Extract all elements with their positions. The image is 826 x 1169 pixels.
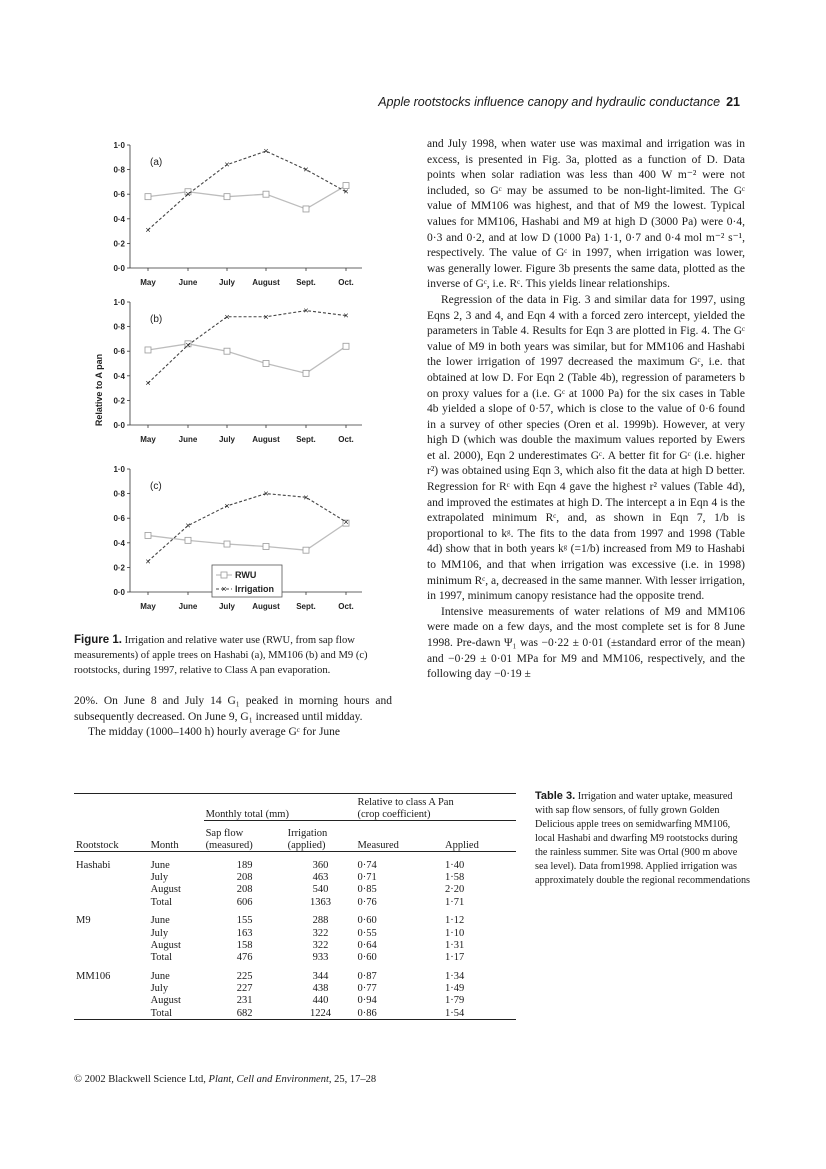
cell-month: August	[150, 995, 181, 1007]
x-tick-label: Sept.	[296, 278, 316, 287]
cell-measured: 0·71	[357, 871, 377, 883]
table-row	[74, 926, 516, 938]
rwu-point	[145, 194, 151, 200]
irrigation-point: ×	[224, 500, 230, 511]
cell-measured: 0·85	[357, 884, 377, 896]
y-tick-label: 1·0	[113, 298, 125, 307]
x-tick-label: June	[178, 602, 198, 611]
irrigation-point: ×	[185, 189, 191, 200]
series-rwu-line	[148, 344, 346, 374]
panel-label: (c)	[150, 481, 162, 492]
cell-applied: 1·34	[445, 970, 465, 982]
cell-sap-flow: 163	[236, 927, 253, 939]
cell-rootstock	[74, 951, 149, 963]
irrigation-point: ×	[303, 305, 309, 316]
running-header	[378, 95, 740, 109]
table-row	[74, 1006, 516, 1019]
cell-sap-flow: 208	[236, 884, 253, 896]
cell-measured: 0·77	[357, 983, 377, 995]
footer-volume: , 25, 17–28	[328, 1074, 377, 1085]
rwu-point	[303, 206, 309, 212]
cell-applied: 1·10	[445, 927, 465, 939]
irrigation-point: ×	[263, 311, 269, 322]
cell-sap-flow: 606	[236, 896, 253, 908]
series-irrigation-line	[148, 494, 349, 562]
table-header-relative-2: (crop coefficient)	[355, 808, 516, 821]
x-tick-label: June	[178, 278, 198, 287]
table-row	[74, 908, 516, 926]
y-tick-label: 0·8	[113, 322, 125, 332]
x-tick-label: July	[218, 278, 236, 287]
x-tick-label: August	[252, 278, 280, 287]
cell-month: Total	[150, 952, 173, 964]
paragraph: 20%. On June 8 and July 14 G₁ peaked in morning hours and subsequently decreased. On June 9, G₁ increased until midday.	[74, 695, 392, 723]
rwu-point	[185, 537, 191, 543]
y-tick-label: 0·0	[113, 264, 125, 273]
x-tick-label: June	[178, 435, 198, 444]
cell-rootstock	[74, 871, 149, 883]
cell-irrigation: 440	[312, 995, 329, 1007]
rwu-point	[145, 347, 151, 353]
cell-month: July	[150, 871, 169, 883]
y-tick-label: 0·2	[113, 239, 125, 249]
irrigation-point: ×	[263, 146, 269, 157]
cell-irrigation: 360	[312, 859, 329, 871]
cell-applied: 1·71	[445, 896, 465, 908]
page-number: 21	[726, 95, 740, 109]
table-row	[74, 982, 516, 994]
irrigation-point: ×	[145, 556, 151, 567]
legend-rwu-marker	[221, 572, 227, 578]
y-tick-label: 0·6	[113, 190, 125, 200]
irrigation-point: ×	[303, 492, 309, 503]
legend-irrigation-marker: ×	[221, 584, 227, 594]
cell-measured: 0·94	[357, 995, 377, 1007]
table-row	[74, 963, 516, 981]
cell-applied: 1·58	[445, 871, 465, 883]
rwu-point	[303, 370, 309, 376]
cell-rootstock	[74, 926, 149, 938]
irrigation-point: ×	[185, 520, 191, 531]
y-tick-label: 0·4	[113, 214, 125, 224]
cell-month: June	[150, 859, 170, 871]
irrigation-point: ×	[224, 159, 230, 170]
rwu-point	[224, 541, 230, 547]
rwu-point	[343, 343, 349, 349]
table-header-relative-1: Relative to class A Pan	[355, 794, 516, 809]
legend-irrigation-label: Irrigation	[235, 584, 275, 594]
cell-irrigation: 540	[312, 884, 329, 896]
cell-sap-flow: 189	[236, 859, 253, 871]
cell-month: June	[150, 970, 170, 982]
irrigation-point: ×	[343, 186, 349, 197]
cell-rootstock: MM106	[76, 970, 111, 982]
cell-applied: 1·49	[445, 983, 465, 995]
series-rwu-line	[148, 520, 346, 550]
figure-ylabel: Relative to A pan	[94, 353, 104, 427]
table-row	[74, 883, 516, 895]
series-rwu-line	[148, 186, 349, 209]
table-header-sap-1: Sap flow	[205, 827, 244, 839]
cell-irrigation: 1363	[310, 896, 332, 908]
cell-sap-flow: 225	[236, 970, 253, 982]
irrigation-point: ×	[343, 516, 349, 527]
table-body	[74, 852, 516, 1020]
cell-rootstock: Hashabi	[76, 859, 111, 871]
legend-rwu-label: RWU	[235, 570, 257, 580]
table-row	[74, 852, 516, 871]
x-tick-label: July	[218, 602, 236, 611]
table-header-irr-2: (applied)	[286, 839, 356, 852]
rwu-point	[263, 361, 269, 367]
irrigation-point: ×	[263, 488, 269, 499]
page-footer	[74, 1074, 376, 1085]
cell-measured: 0·55	[357, 927, 377, 939]
left-column-text	[74, 694, 392, 741]
cell-rootstock	[74, 895, 149, 907]
cell-month: June	[150, 915, 170, 927]
table-header-irr-1: Irrigation	[287, 827, 328, 839]
y-tick-label: 0·4	[113, 538, 125, 548]
y-tick-label: 0·0	[113, 421, 125, 430]
paragraph: and July 1998, when water use was maximal and irrigation was in excess, is presented in Fig. 3a, plotted as a function of D. Data points when solar radiation was less than 400 W m⁻² were not included, so Gᶜ may be assumed to be non-light-limited. The Gᶜ value of MM106 was highest, and that of M9 the lowest. Typical values for MM106, Hashabi and M9 at high D (3000 Pa) were 0·4, 0·3 and 0·2, and at low D (1000 Pa) 1·1, 0·7 and 0·4 mol m⁻² s⁻¹, respectively. The value of Gᶜ in 1997, when irrigation was lower, was generally lower. Figure 3b presents the same data, plotted as the inverse of Gᶜ, i.e. Rᶜ. This yields linear relationships.	[427, 138, 745, 291]
irrigation-point: ×	[224, 311, 230, 322]
y-tick-label: 0·4	[113, 371, 125, 381]
cell-month: Total	[150, 896, 173, 908]
cell-applied: 2·20	[445, 884, 465, 896]
cell-rootstock: M9	[76, 915, 91, 927]
cell-rootstock	[74, 883, 149, 895]
y-tick-label: 0·2	[113, 563, 125, 573]
table-caption-text: Irrigation and water uptake, measured with sap flow sensors, of fully grown Golden Delicious apple trees on semidwarfing MM106, local Hashabi and dwarfing M9 rootstocks during the rainless summer. Site was Ortal (900 m above sea level). Data from1998. Applied irrigation was approximately double the regional recommendations	[535, 791, 751, 886]
panel-label: (a)	[150, 157, 163, 168]
x-tick-label: Oct.	[338, 435, 354, 444]
table-row	[74, 939, 516, 951]
cell-irrigation: 463	[312, 871, 329, 883]
cell-measured: 0·74	[357, 859, 377, 871]
cell-rootstock	[74, 982, 149, 994]
table-header-measured: Measured	[355, 839, 443, 852]
table-row	[74, 871, 516, 883]
table-row	[74, 951, 516, 963]
x-tick-label: Sept.	[296, 602, 316, 611]
figure-caption-text: Irrigation and relative water use (RWU, from sap flow measurements) of apple trees on Hashabi (a), MM106 (b) and M9 (c) rootstocks, during 1997, relative to Class A pan evaporation.	[74, 635, 368, 676]
cell-sap-flow: 231	[236, 995, 253, 1007]
table-caption-label: Table 3.	[535, 790, 576, 802]
paragraph: Intensive measurements of water relations of M9 and MM106 were made on a few days, and the most complete set is for 8 June 1998. Pre-dawn Ψ₁ was −0·22 ± 0·01 (±standard error of the mean) and −0·29 ± 0·01 MPa for M9 and MM106, respectively, and the following day −0·19 ±	[427, 605, 745, 681]
y-tick-label: 1·0	[113, 141, 125, 150]
panel-label: (b)	[150, 314, 163, 325]
x-tick-label: May	[140, 602, 156, 611]
footer-copyright: © 2002 Blackwell Science Ltd,	[74, 1074, 206, 1085]
rwu-point	[263, 543, 269, 549]
cell-measured: 0·64	[357, 939, 377, 951]
y-tick-label: 0·2	[113, 396, 125, 406]
x-tick-label: August	[252, 602, 280, 611]
series-irrigation-line	[148, 151, 349, 230]
cell-rootstock	[74, 939, 149, 951]
figure-caption	[74, 633, 392, 678]
cell-rootstock	[74, 1006, 149, 1019]
rwu-point	[224, 348, 230, 354]
x-tick-label: Sept.	[296, 435, 316, 444]
cell-sap-flow: 208	[236, 871, 253, 883]
cell-month: July	[150, 983, 169, 995]
rwu-point	[224, 194, 230, 200]
cell-measured: 0·60	[357, 915, 377, 927]
cell-month: August	[150, 939, 181, 951]
y-tick-label: 0·6	[113, 514, 125, 524]
x-tick-label: August	[252, 435, 280, 444]
panel-b	[113, 298, 362, 444]
paragraph: Regression of the data in Fig. 3 and similar data for 1997, using Eqns 2, 3 and 4, and Eqn 4 with a forced zero intercept, yielded the parameters in Table 4. Results for Eqn 3 are plotted in Fig. 4. The Gᶜ value of M9 in both years was similar, but for MM106 and Hashabi the lower irrigation of 1997 decreased the maximum Gᶜ, i.e. that obtained at low D. For Eqn 2 (Table 4b), regression of parameters b on proxy values for a (i.e. Gᶜ at 1000 Pa) for the six cases in Table 4b yielded a slope of 0·57, which is close to the value of 0·6 found in a survey of other species (Oren et al. 1999b). However, at very high D (which was double the maximum values reported by Ewers et al. 2000), Eqn 2 underestimates Gᶜ. A better fit for Gᶜ (i.e. higher r²) was obtained using Eqn 3, which also fit the data at high D better. Regression for Rᶜ with Eqn 4 gave the highest r² values (Table 4d), and improved the estimates at high D. The intercept a in Eqn 4 is the extrapolated minimum Rᶜ, and, as shown in Eqn 7, 1/b is proportional to kᵍ. The fits to the data from 1997 and 1998 (Table 4d) show that in both years kᵍ (=1/b) increased from M9 to Hashabi to MM106, and that when irrigation was excessive (i.e. in 1998) minimum Rᶜ, a, decreased in the same manner. With lesser irrigation, in 1997, minimum canopy resistance had the opposite trend.	[427, 293, 745, 603]
x-tick-label: Oct.	[338, 602, 354, 611]
cell-applied: 1·17	[445, 952, 465, 964]
legend	[212, 565, 282, 597]
cell-sap-flow: 155	[236, 915, 253, 927]
cell-irrigation: 288	[312, 915, 329, 927]
table-row	[74, 895, 516, 907]
table-3-caption	[535, 789, 750, 888]
cell-applied: 1·40	[445, 859, 465, 871]
rwu-point	[303, 547, 309, 553]
table-3	[74, 793, 516, 1021]
cell-irrigation: 1224	[310, 1007, 332, 1019]
cell-irrigation: 322	[312, 939, 329, 951]
y-tick-label: 0·8	[113, 165, 125, 175]
irrigation-point: ×	[145, 378, 151, 389]
footer-journal: Plant, Cell and Environment	[208, 1074, 329, 1085]
cell-irrigation: 322	[312, 927, 329, 939]
cell-irrigation: 438	[312, 983, 329, 995]
table-header-rootstock: Rootstock	[74, 839, 149, 852]
cell-measured: 0·86	[357, 1007, 377, 1019]
y-tick-label: 0·6	[113, 347, 125, 357]
cell-applied: 1·31	[445, 939, 465, 951]
cell-measured: 0·76	[357, 896, 377, 908]
right-column-text	[427, 137, 745, 683]
cell-sap-flow: 227	[236, 983, 253, 995]
cell-applied: 1·54	[445, 1007, 465, 1019]
irrigation-point: ×	[145, 224, 151, 235]
cell-sap-flow: 158	[236, 939, 253, 951]
series-irrigation-line	[148, 310, 349, 384]
cell-rootstock	[74, 994, 149, 1006]
cell-applied: 1·79	[445, 995, 465, 1007]
figure-1	[70, 135, 370, 630]
table-header-month: Month	[149, 839, 204, 852]
cell-applied: 1·12	[445, 915, 465, 927]
rwu-point	[263, 191, 269, 197]
y-tick-label: 1·0	[113, 465, 125, 474]
cell-month: Total	[150, 1007, 173, 1019]
table-row	[74, 994, 516, 1006]
cell-sap-flow: 682	[236, 1007, 253, 1019]
irrigation-point: ×	[343, 310, 349, 321]
x-tick-label: Oct.	[338, 278, 354, 287]
cell-irrigation: 933	[312, 952, 329, 964]
x-tick-label: May	[140, 278, 156, 287]
table-header-monthly: Monthly total (mm)	[204, 808, 356, 821]
x-tick-label: July	[218, 435, 236, 444]
cell-sap-flow: 476	[236, 952, 253, 964]
cell-month: August	[150, 884, 181, 896]
irrigation-point: ×	[303, 164, 309, 175]
table-header-sap-2: (measured)	[204, 839, 286, 852]
figure-caption-label: Figure 1.	[74, 634, 122, 646]
y-tick-label: 0·8	[113, 489, 125, 499]
paragraph: The midday (1000–1400 h) hourly average Gᶜ for June	[88, 726, 341, 739]
cell-measured: 0·87	[357, 970, 377, 982]
cell-month: July	[150, 927, 169, 939]
table-header-applied: Applied	[443, 839, 516, 852]
cell-irrigation: 344	[312, 970, 329, 982]
irrigation-point: ×	[185, 340, 191, 351]
y-tick-label: 0·0	[113, 588, 125, 597]
running-title: Apple rootstocks influence canopy and hydraulic conductance	[378, 95, 721, 109]
panel-a	[113, 141, 362, 287]
x-tick-label: May	[140, 435, 156, 444]
cell-measured: 0·60	[357, 952, 377, 964]
rwu-point	[145, 532, 151, 538]
